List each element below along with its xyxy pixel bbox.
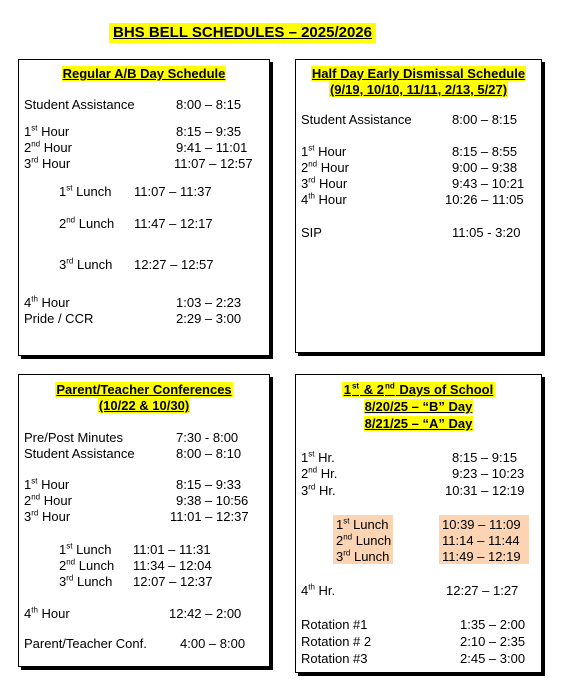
first-days-b-day: 8/20/25 – “B” Day [364,399,473,414]
conferences-header: Parent/Teacher Conferences [56,382,232,397]
half-day-schedule-box: Half Day Early Dismissal Schedule (9/19, 10/10, 11/11, 2/13, 5/27) Student Assistance 8:00 – 8:15 1st Hour 8:15 – 8:55 2nd Hour 9:00 – 9:38 3rd Hour 9:43 – 10:21 4th Hour 10:26 – 11:05 SIP 11:05 - 3:20 [295,59,542,353]
conferences-schedule-box: Parent/Teacher Conferences (10/22 & 10/30) Pre/Post Minutes 7:30 - 8:00 Student Assistance 8:00 – 8:10 1st Hour 8:15 – 9:33 2nd Hour 9:38 – 10:56 3rd Hour 11:01 – 12:37 1st Lunch 11:01 – 11:31 2nd Lunch 11:34 – 12:04 3rd Lunch 12:07 – 12:37 4th Hour 12:42 – 2:00 Parent/Teacher Conf. 4:00 – 8:00 [18,374,270,667]
page-title: BHS BELL SCHEDULES – 2025/2026 [109,23,376,43]
first-days-a-day: 8/21/25 – “A” Day [364,416,473,431]
first-days-header: 1st & 2nd Days of School [343,381,494,397]
conferences-dates: (10/22 & 10/30) [98,398,190,413]
half-day-dates: (9/19, 10/10, 11/11, 2/13, 5/27) [329,82,508,97]
half-day-schedule-header: Half Day Early Dismissal Schedule [311,66,526,81]
regular-schedule-header: Regular A/B Day Schedule [62,66,226,81]
regular-schedule-box: Regular A/B Day Schedule Student Assistance 8:00 – 8:15 1st Hour 8:15 – 9:35 2nd Hour 9:41 – 11:01 3rd Hour 11:07 – 12:57 1st Lunch 11:07 – 11:37 2nd Lunch 11:47 – 12:17 3rd Lunch 12:27 – 12:57 4th Hour 1:03 – 2:23 Pride / CCR 2:29 – 3:00 [18,59,270,356]
first-days-schedule-box: 1st & 2nd Days of School 8/20/25 – “B” Day 8/21/25 – “A” Day 1st Hr. 8:15 – 9:15 2nd Hr. 9:23 – 10:23 3rd Hr. 10:31 – 12:19 1st Lunch 10:39 – 11:09 2nd Lunch 11:14 – 11:44 3rd Lunch 11:49 – 12:19 4th Hr. 12:27 – 1:27 Rotation #1 1:35 – 2:00 Rotation # 2 2:10 – 2:35 Rotation #3 2:45 – 3:00 [295,374,542,673]
